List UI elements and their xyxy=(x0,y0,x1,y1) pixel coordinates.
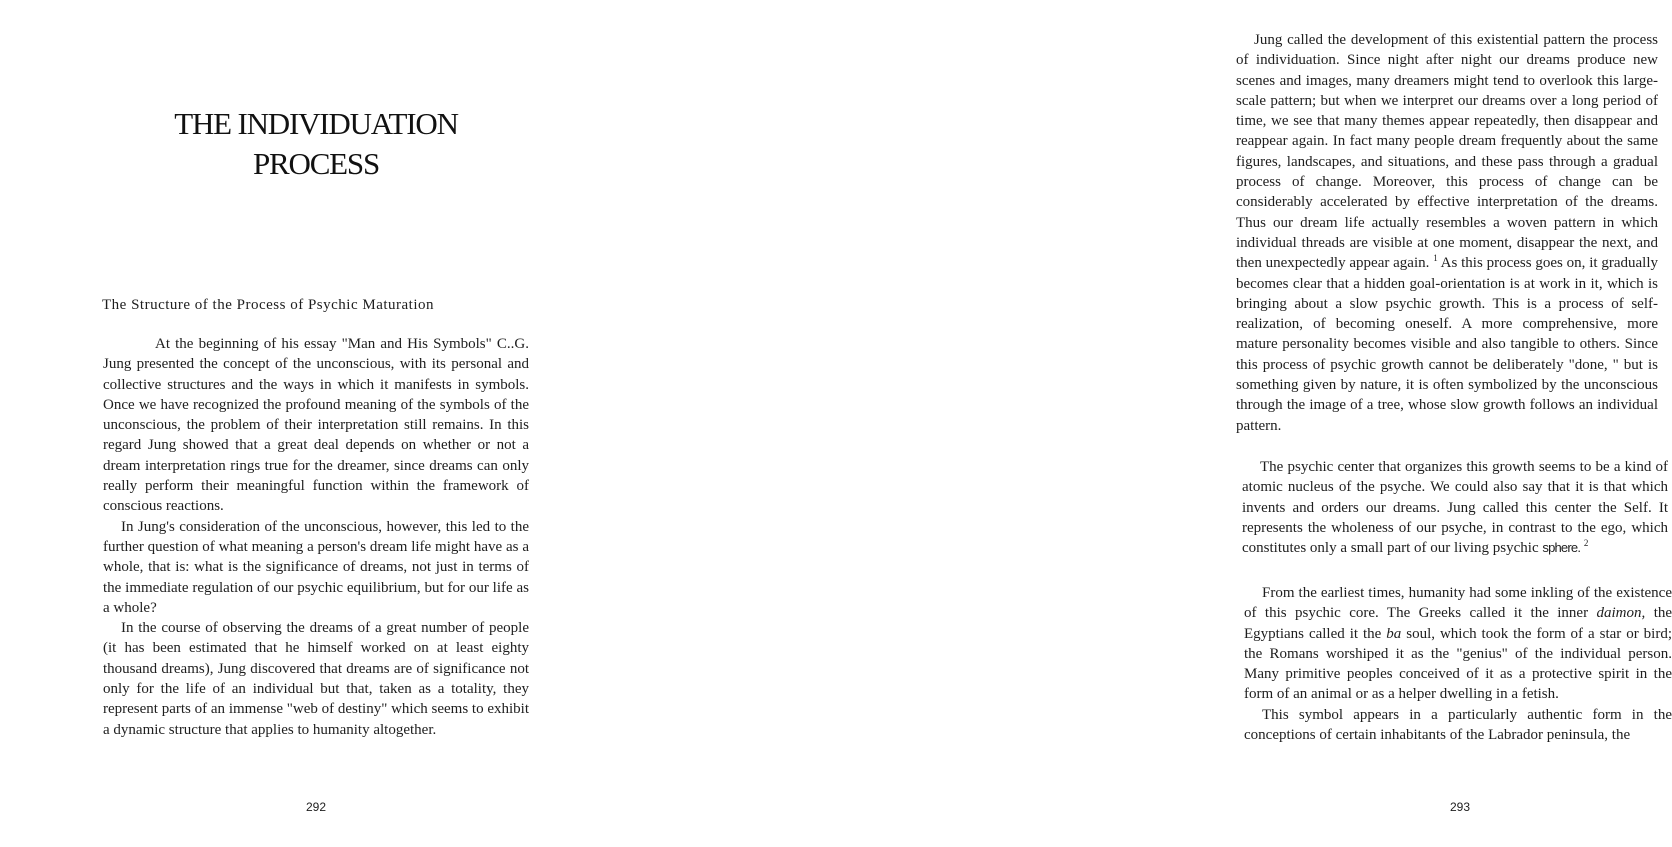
italic-term: ba xyxy=(1386,625,1402,642)
paragraph-text: sphere. xyxy=(1542,540,1581,556)
footnote-marker[interactable]: 2 xyxy=(1583,538,1589,549)
paragraph xyxy=(1236,30,1658,436)
paragraph: In Jung's consideration of the unconscious, however, this led to the further question of what meaning a person's dream life might have as a whole, that is: what is the significance of dreams, not just in terms of the immediate regulation of our psychic equilibrium, but for our life as a whole? xyxy=(103,518,529,616)
right-page-body-middle xyxy=(1242,457,1668,558)
section-heading: The Structure of the Process of Psychic Maturation xyxy=(102,297,435,313)
paragraph xyxy=(1242,457,1668,558)
page-number: 293 xyxy=(1449,800,1471,814)
chapter-title-line-2: PROCESS xyxy=(253,146,379,181)
paragraph-text: Jung called the development of this existential pattern the process of individuation. Since night after night our dreams produce new scenes and images, many dreamers might tend to overlook this large-scale pattern; but when we interpret our dreams over a long period of time, we see that many themes appear repeatedly, then disappear and reappear again. In fact many people dream frequently about the same figures, landscapes, and situations, and these pass through a gradual process of change. Moreover, this process of change can be considerably accelerated by effective interpretation of the dreams. Thus our dream life actually resembles a woven pattern in which individual threads are visible at one moment, disappear the next, and then unexpectedly appear again. xyxy=(1236,32,1658,272)
paragraph: At the beginning of his essay "Man and His Symbols" C..G. Jung presented the concept of the unconscious, with its personal and collective structures and the ways in which it manifests in symbols. Once we have recognized the profound meaning of the symbols of the unconscious, the problem of their interpretation still remains. In this regard Jung showed that a great deal depends on whether or not a dream interpretation rings true for the dreamer, since dreams can only really perform their meaningful function within the framework of conscious reactions. xyxy=(103,336,529,515)
paragraph: This symbol appears in a particularly authentic form in the conceptions of certain inhabitants of the Labrador peninsula, the xyxy=(1244,706,1672,744)
paragraph-text: As this process goes on, it gradually becomes clear that a hidden goal-orientation is at work in it, which is bringing about a slow psychic growth. This is a process of self-realization, of becoming oneself. A more comprehensive, more mature personality becomes visible and also tangible to others. Since this process of psychic growth cannot be deliberately "done, " but is something given by nature, it is often symbolized by the unconscious through the image of a tree, whose slow growth follows an individual pattern. xyxy=(1236,255,1658,434)
chapter-title-line-1: THE INDIVIDUATION xyxy=(174,106,458,141)
right-page xyxy=(600,0,1672,847)
left-page xyxy=(0,0,600,847)
footnote-marker[interactable]: 1 xyxy=(1433,253,1438,264)
paragraph-text: The psychic center that organizes this growth seems to be a kind of atomic nucleus of the psyche. We could also say that it is that which invents and orders our dreams. Jung called this center the Self. It represents the wholeness of our psyche, in contrast to the ego, which constitutes only a small part of our living psychic xyxy=(1242,459,1668,557)
left-page-body xyxy=(103,334,529,740)
paragraph xyxy=(1244,583,1672,705)
chapter-title xyxy=(102,104,530,184)
italic-term: daimon, xyxy=(1596,605,1646,622)
right-page-body-bottom xyxy=(1244,583,1672,745)
paragraph-text: the Egyptians called it the xyxy=(1244,605,1672,642)
paragraph: In the course of observing the dreams of a great number of people (it has been estimated that he himself worked on at least eighty thousand dreams), Jung discovered that dreams are of significance not only for the life of an individual but that, taken as a totality, they represent parts of an immense "web of destiny" which seems to exhibit a dynamic structure that applies to humanity altogether. xyxy=(103,620,529,738)
paragraph-text: From the earliest times, humanity had some inkling of the existence of this psychic core. The Greeks called it the inner xyxy=(1244,585,1672,622)
paragraph-text: soul, which took the form of a star or bird; the Romans worshiped it as the "genius" of the individual person. Many primitive peoples conceived of it as a protective spirit in the form of an animal or as a helper dwelling in a fetish. xyxy=(1244,625,1672,703)
page-number: 292 xyxy=(305,800,327,814)
right-page-body-top xyxy=(1236,30,1658,436)
